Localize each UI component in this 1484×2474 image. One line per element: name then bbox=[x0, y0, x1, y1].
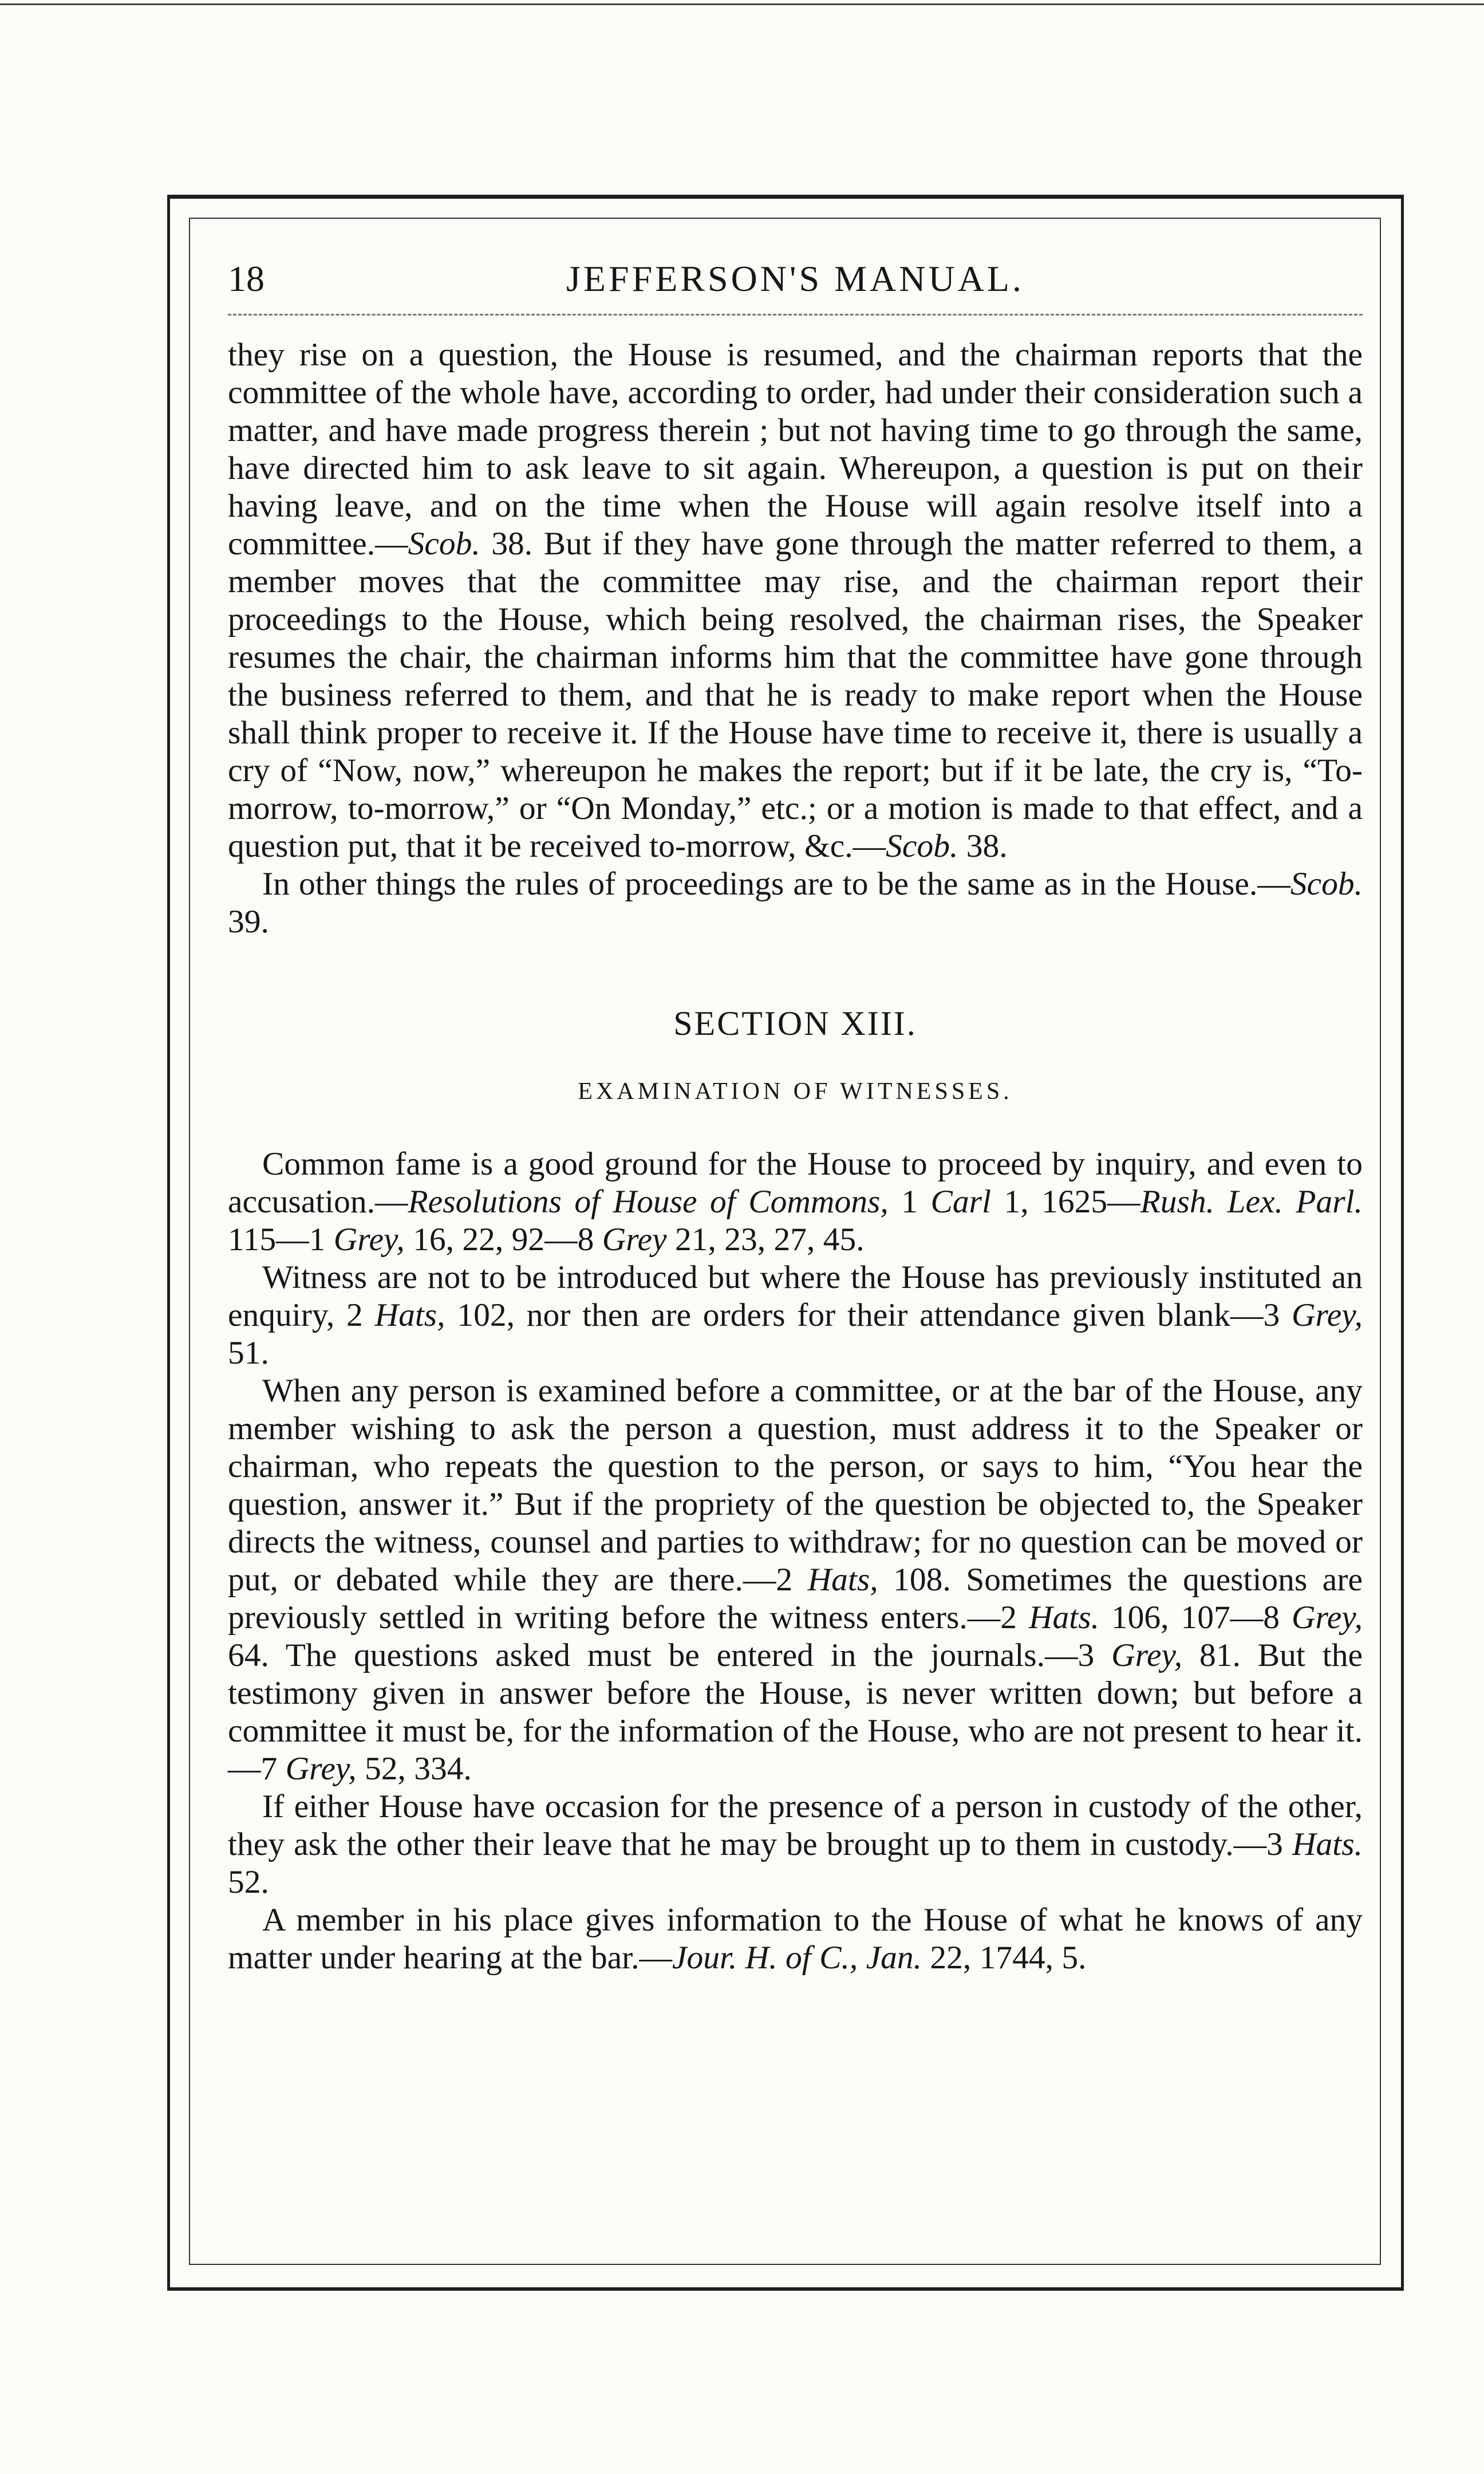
citation-italic: Grey, bbox=[285, 1751, 357, 1787]
text-run: Common fame is a good ground for the House to proceed by inquiry, and even to accusation.— bbox=[228, 1146, 1363, 1220]
body-text-after-section bbox=[228, 1145, 1363, 1977]
citation-italic: Scob. bbox=[1290, 866, 1363, 902]
citation-italic: Resolutions of House of Commons, bbox=[408, 1184, 889, 1220]
citation-italic: Hats. bbox=[1292, 1826, 1363, 1862]
paragraph bbox=[228, 1372, 1363, 1788]
text-run: 1 bbox=[888, 1184, 931, 1220]
section-subheading: EXAMINATION OF WITNESSES. bbox=[578, 1078, 1013, 1105]
text-run: If either House have occasion for the presence of a person in custody of the other, they ask the other their leave that he may be brought up to them in custody.—3 bbox=[228, 1788, 1363, 1862]
text-run: 39. bbox=[228, 904, 269, 940]
text-run: 16, 22, 92—8 bbox=[404, 1222, 602, 1258]
paragraph bbox=[228, 1145, 1363, 1259]
citation-italic: Grey, bbox=[1111, 1637, 1183, 1673]
paragraph bbox=[228, 1901, 1363, 1977]
citation-italic: Carl bbox=[930, 1184, 991, 1220]
paragraph bbox=[228, 336, 1363, 865]
body-text-before-section bbox=[228, 336, 1363, 941]
text-run: Witness are not to be introduced but where the House has previously instituted an enquiry, 2 bbox=[228, 1259, 1363, 1333]
citation-italic: Hats. bbox=[1028, 1600, 1099, 1636]
citation-italic: Rush. Lex. Parl. bbox=[1140, 1184, 1363, 1220]
citation-italic: Jan. bbox=[866, 1940, 922, 1976]
text-run: 38. bbox=[958, 828, 1008, 864]
text-run bbox=[858, 1940, 866, 1976]
citation-italic: Grey, bbox=[1292, 1600, 1363, 1636]
text-run: In other things the rules of proceedings are to be the same as in the House.— bbox=[262, 866, 1290, 902]
text-run: 1, 1625— bbox=[990, 1184, 1140, 1220]
paragraph bbox=[228, 865, 1363, 941]
citation-italic: Grey, bbox=[1291, 1297, 1363, 1333]
page-top-rule bbox=[0, 3, 1484, 5]
citation-italic: Scob. bbox=[886, 828, 958, 864]
text-run: 108. Sometimes the questions are previously settled in writing before the witness enters.—2 bbox=[228, 1562, 1363, 1636]
text-run: 38. But if they have gone through the matter referred to them, a member moves that the committee may rise, and the chairman report their proceedings to the House, which being resolved, the chairman rises, the Speaker resumes the chair, the chairman informs him that the committee have gone through the business referred to them, and that he is ready to make report when the House shall think proper to receive it. If the House have time to receive it, there is usually a cry of “Now, now,” whereupon he makes the report; but if it be late, the cry is, “To-morrow, to-morrow,” or “On Monday,” etc.; or a motion is made to that effect, and a question put, that it be received to-morrow, &c.— bbox=[228, 526, 1363, 864]
text-run: 64. The questions asked must be entered in the journals.—3 bbox=[228, 1637, 1112, 1673]
running-title: JEFFERSON'S MANUAL. bbox=[566, 258, 1024, 299]
text-run: 115—1 bbox=[228, 1222, 334, 1258]
text-run: A member in his place gives information to the House of what he knows of any matter under hearing at the bar.— bbox=[228, 1902, 1363, 1976]
text-run: 51. bbox=[228, 1335, 269, 1371]
page-content bbox=[228, 246, 1363, 1977]
citation-italic: Jour. H. of C., bbox=[672, 1940, 858, 1976]
text-run: 52, 334. bbox=[356, 1751, 472, 1787]
text-run: When any person is examined before a committee, or at the bar of the House, any member wishing to ask the person a question, must address it to the Speaker or chairman, who repeats the question to the person, or says to him, “You hear the question, answer it.” But if the propriety of the question be objected to, the Speaker directs the witness, counsel and parties to withdraw; for no question can be moved or put, or debated while they are there.—2 bbox=[228, 1373, 1363, 1598]
text-run: 81. But the testimony given in answer before the House, is never written down; but before a committee it must be, for the information of the House, who are not present to hear it.—7 bbox=[228, 1637, 1363, 1787]
text-run: they rise on a question, the House is resumed, and the chairman reports that the committee of the whole have, according to order, had under their consideration such a matter, and have made progress therein ; but not having time to go through the same, have directed him to ask leave to sit again. Whereupon, a question is put on their having leave, and on the time when the House will again resolve itself into a committee.— bbox=[228, 337, 1363, 562]
paragraph bbox=[228, 1788, 1363, 1901]
section-heading: SECTION XIII. bbox=[673, 1004, 917, 1042]
citation-italic: Hats, bbox=[374, 1297, 445, 1333]
text-run: 106, 107—8 bbox=[1099, 1600, 1292, 1636]
text-run: 102, nor then are orders for their attendance given blank—3 bbox=[445, 1297, 1292, 1333]
page-number: 18 bbox=[228, 258, 265, 299]
page-header bbox=[228, 246, 1363, 309]
citation-italic: Grey bbox=[602, 1222, 667, 1258]
citation-italic: Scob. bbox=[408, 526, 480, 562]
text-run: 22, 1744, 5. bbox=[922, 1940, 1087, 1976]
header-rule bbox=[228, 314, 1363, 316]
citation-italic: Grey, bbox=[333, 1222, 405, 1258]
paragraph bbox=[228, 1259, 1363, 1372]
text-run: 52. bbox=[228, 1864, 269, 1900]
text-run: 21, 23, 27, 45. bbox=[666, 1222, 865, 1258]
citation-italic: Hats, bbox=[807, 1562, 878, 1598]
